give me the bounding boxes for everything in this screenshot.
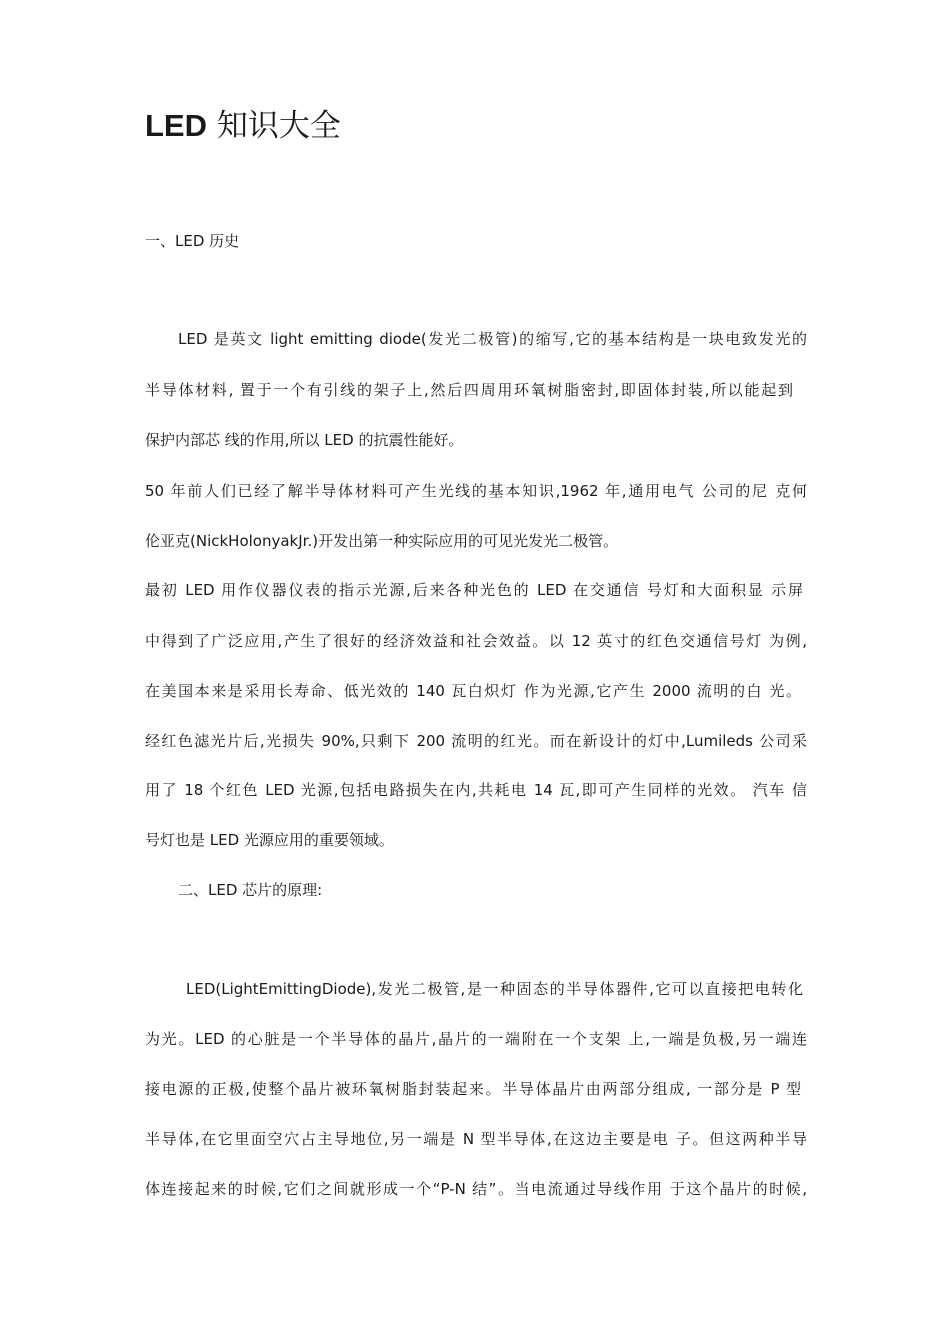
s1-p3-line-6: 号灯也是 LED 光源应用的重要领域。 <box>145 831 394 849</box>
s1-p2-line-2: 伦亚克(NickHolonyakJr.)开发出第一种实际应用的可见光发光二极管。 <box>145 532 619 550</box>
s2-p1-line-4: 半导体,在它里面空穴占主导地位,另一端是 N 型半导体,在这边主要是电 子。但这两种半导 <box>145 1130 807 1148</box>
s2-p1-line-3: 接电源的正极,使整个晶片被环氧树脂封装起来。半导体晶片由两部分组成, 一部分是 P 型 <box>145 1080 801 1098</box>
s2-p1-line-5: 体连接起来的时候,它们之间就形成一个“P-N 结”。当电流通过导线作用 于这个晶片的时候, <box>145 1180 807 1198</box>
s1-p1-line-1: LED 是英文 light emitting diode(发光二极管)的缩写,它的基本结构是一块电致发光的 <box>178 330 807 348</box>
s1-p1-line-3: 保护内部芯 线的作用,所以 LED 的抗震性能好。 <box>145 431 464 449</box>
s2-p1-line-1: LED(LightEmittingDiode),发光二极管,是一种固态的半导体器件,它可以直接把电转化 <box>186 980 803 998</box>
s1-p3-line-1: 最初 LED 用作仪器仪表的指示光源,后来各种光色的 LED 在交通信 号灯和大面积显 示屏 <box>145 581 803 599</box>
title-rest: 知识大全 <box>216 108 341 144</box>
s2-p1-line-2: 为光。LED 的心脏是一个半导体的晶片,晶片的一端附在一个支架 上,一端是负极,另一端连 <box>145 1030 807 1048</box>
title-latin: LED <box>145 108 207 143</box>
s1-p1-line-2: 半导体材料, 置于一个有引线的架子上,然后四周用环氧树脂密封,即固体封装,所以能起到 <box>145 381 793 399</box>
s1-p3-line-5: 用了 18 个红色 LED 光源,包括电路损失在内,共耗电 14 瓦,即可产生同样的光效。 汽车 信 <box>145 781 807 799</box>
s1-p3-line-4: 经红色滤光片后,光损失 90%,只剩下 200 流明的红光。而在新设计的灯中,Lumileds 公司采 <box>145 732 807 750</box>
section-2-heading: 二、LED 芯片的原理: <box>178 881 323 899</box>
s1-p3-line-3: 在美国本来是采用长寿命、低光效的 140 瓦白炽灯 作为光源,它产生 2000 流明的白 光。 <box>145 682 801 700</box>
document-title <box>145 106 341 146</box>
section-1-heading: 一、LED 历史 <box>145 232 240 250</box>
s1-p2-line-1: 50 年前人们已经了解半导体材料可产生光线的基本知识,1962 年,通用电气 公司的尼 克何 <box>145 482 807 500</box>
s1-p3-line-2: 中得到了广泛应用,产生了很好的经济效益和社会效益。以 12 英寸的红色交通信号灯 为例, <box>145 632 807 650</box>
